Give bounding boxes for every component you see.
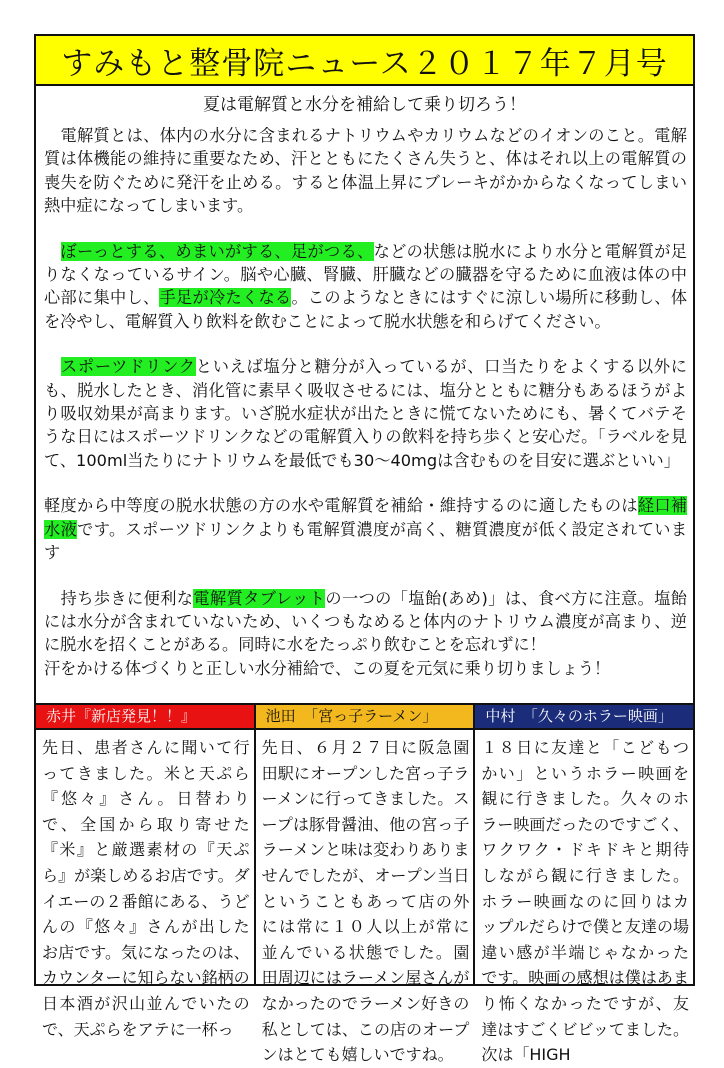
text-segment: の一つの「塩飴(あめ)」は、食べ方に注意。塩飴には水分が含まれていないため、いくつもなめると体内のナトリウム濃度が高まり、逆に脱水を招くことがある。同時に水をたっぷり飲むことを忘れずに！ — [44, 588, 687, 655]
paragraph-tablets — [44, 587, 687, 681]
highlight-sports-drink: スポーツドリンク — [60, 357, 196, 377]
text-segment: 。このようなときにはすぐに涼しい場所に移動し、体を冷やし、電解質入り飲料を飲むことによって脱水状態を和らげてください。 — [44, 288, 688, 331]
text-segment: といえば塩分と糖分が入っているが、口当たりをよくする以外にも、脱水したとき、消化管に素早く吸収させるには、塩分とともに糖分もあるほうがより吸収効果が高まります。いざ脱水症状が出たときに慌てないためにも、暑くてバテそうな日にはスポーツドリンクなどの電解質入りの飲料を持ち歩くと安心だ。「ラベルを見て、100ml当たりにナトリウムを最低でも30〜40mgは含むものを目安に選ぶといい」 — [44, 357, 687, 470]
text-segment: などの状態は脱水により水分と電解質が足りなくなっているサイン。脳や心臓、腎臓、肝臓などの臓器を守るために血液は体の中心部に集中し、 — [44, 241, 687, 308]
paragraph-oral-rehydration — [44, 494, 687, 564]
column-body: 先日、６月２７日に阪急園田駅にオープンした宮っ子ラーメンに行ってきました。スープは豚骨醤油、他の宮っ子ラーメンと味は変わりありませんでしたが、オープン当日ということもあって店の外には常に１０人以上が常に並んでいる状態でした。園田周辺にはラーメン屋さんがなかったのでラーメン好きの私としては、この店のオープンはとても嬉しいですね。 — [261, 738, 470, 1065]
column-ikeda — [256, 705, 476, 1065]
closing-line: 汗をかける体づくりと正しい水分補給で、この夏を元気に乗り切りましょう！ — [44, 658, 611, 678]
text-segment: 持ち歩きに便利な — [44, 588, 194, 608]
column-body: 先日、患者さんに聞いて行ってきました。米と天ぷら『悠々』さん。日替わりで、全国から取り寄せた『米』と厳選素材の『天ぷら』が楽しめるお店です。ダイエーの２番館にある、うどんの『悠々』さんが出したお店です。気になったのは、カウンターに知らない銘柄の日本酒が沢山並んでいたので、天ぷらをアテに一杯っ — [42, 738, 250, 1039]
highlight-symptoms: ぼーっとする、めまいがする、足がつる、 — [60, 241, 374, 261]
column-akai — [36, 705, 256, 1039]
column-header: 池田 「宮っ子ラーメン」 — [256, 705, 474, 730]
paragraph-dehydration-signs — [44, 240, 687, 334]
column-header: 中村 「久々のホラー映画」 — [475, 705, 693, 730]
indent — [44, 357, 61, 376]
column-nakamura — [475, 705, 693, 1065]
highlight-ors: 経口補水液 — [44, 496, 688, 539]
article-subtitle: 夏は電解質と水分を補給して乗り切ろう！ — [203, 95, 526, 115]
column-header: 赤井『新店発見！！』 — [36, 705, 254, 730]
paragraph-sports-drink — [44, 355, 687, 472]
highlight-tablet: 電解質タブレット — [193, 588, 326, 608]
staff-columns — [36, 703, 693, 1065]
article-body — [44, 124, 687, 680]
newsletter-frame — [34, 34, 695, 1065]
column-body: １８日に友達と「こどもつかい」というホラー映画を観に行きました。久々のホラー映画だったのですごく、ワクワク・ドキドキと期待しながら観に行きました。ホラー映画なのに回りはカップルだらけで僕と友達の場違い感が半端じゃなかったです。映画の感想は僕はあまり怖くなかったですが、友達はすごくビビッてました。次は「HIGH — [481, 738, 690, 1065]
text-segment: です。スポーツドリンクよりも電解質濃度が高く、糖質濃度が低く設定されています — [44, 519, 688, 563]
newsletter-title: すみもと整骨院ニュース２０１７年７月号 — [36, 36, 693, 86]
highlight-cold-limbs: 手足が冷たくなる — [159, 288, 292, 308]
paragraph-electrolytes: 電解質とは、体内の水分に含まれるナトリウムやカリウムなどのイオンのこと。電解質は体機能の維持に重要なため、汗とともにたくさん失うと、体はそれ以上の電解質の喪失を防ぐために発汗を止める。すると体温上昇にブレーキがかからなくなってしまい熱中症になってしまいます。 — [44, 126, 687, 216]
text-segment: 軽度から中等度の脱水状態の方の水や電解質を補給・維持するのに適したものは — [44, 496, 638, 516]
indent — [44, 242, 61, 261]
